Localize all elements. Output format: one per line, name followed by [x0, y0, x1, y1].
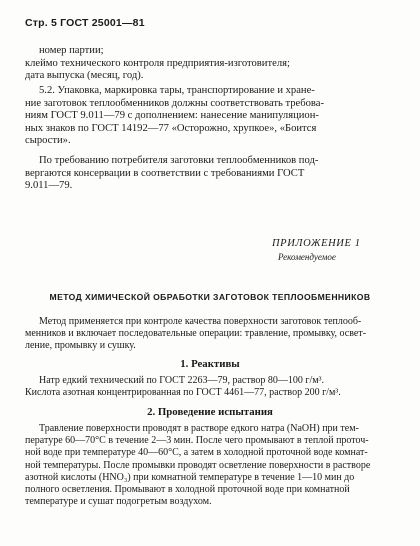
paragraph-request — [25, 155, 395, 193]
appendix-title: ПРИЛОЖЕНИЕ 1 — [272, 238, 361, 249]
text-line: 5.2. Упаковка, маркировка тары, транспортирование и хране- — [39, 85, 315, 96]
text-line: дата выпуска (месяц, год). — [25, 70, 144, 82]
text-line: Травление поверхности проводят в растворе едкого натра (NaOH) при тем- — [39, 423, 359, 434]
text-line: вергаются консервации в соответствии с требованиями ГОСТ — [25, 167, 305, 179]
text-line: сырости». — [25, 135, 71, 147]
appendix-label — [272, 238, 392, 262]
text-line: азотной кислоты (HNO₃) при комнатной температуре в течение 1—10 мин до — [25, 471, 355, 483]
section-2-heading: 2. Проведение испытания — [147, 406, 273, 418]
text-line: ных знаков по ГОСТ 14192—77 «Осторожно, хрупкое», «Боится — [25, 122, 317, 134]
text-line: По требованию потребителя заготовки теплообменников под- — [39, 155, 319, 166]
text-line: номер партии; — [39, 45, 104, 56]
text-line: Метод применяется при контроле качества поверхности заготовок теплооб- — [39, 316, 362, 327]
top-lines — [25, 45, 395, 83]
text-line: пературе 60—70°С в течение 2—3 мин. После чего промывают в теплой проточ- — [25, 435, 369, 447]
method-title: МЕТОД ХИМИЧЕСКОЙ ОБРАБОТКИ ЗАГОТОВОК ТЕПЛООБМЕННИКОВ — [49, 292, 371, 302]
intro-paragraph — [25, 316, 395, 352]
appendix-subtitle: Рекомендуемое — [278, 252, 336, 262]
text-line: Натр едкий технический по ГОСТ 2263—79, раствор 80—100 г/м³. — [39, 375, 325, 386]
text-line: 9.011—79. — [25, 180, 73, 192]
text-line: ние заготовок теплообменников должны соответствовать требова- — [25, 97, 325, 109]
section-1-heading: 1. Реактивы — [180, 358, 240, 370]
text-line: полного осветления. Промывают в холодной проточной воде при комнатной — [25, 484, 350, 496]
page-header: Стр. 5 ГОСТ 25001—81 — [25, 17, 145, 29]
text-line: менников и включает последовательные операции: травление, промывку, освет- — [25, 328, 367, 339]
section-1-body — [25, 375, 395, 399]
paragraph-5-2 — [25, 85, 395, 148]
text-line: ление, промывку и сушку. — [25, 340, 136, 351]
text-line: ной воде при температуре 40—60°С, а затем в холодной проточной воде комнат- — [25, 447, 368, 459]
text-line: ниям ГОСТ 9.011—79 с дополнением: нанесение манипуляцион- — [25, 110, 319, 122]
text-line: температуре и сушат подогретым воздухом. — [25, 496, 212, 508]
text-line: Кислота азотная концентрированная по ГОСТ 4461—77, раствор 200 г/м³. — [25, 387, 341, 398]
text-line: клеймо технического контроля предприятия-изготовителя; — [25, 57, 290, 69]
text-line: ной температуры. После промывки проводят осветление поверхности в растворе — [25, 459, 371, 471]
section-2-body — [25, 423, 395, 508]
